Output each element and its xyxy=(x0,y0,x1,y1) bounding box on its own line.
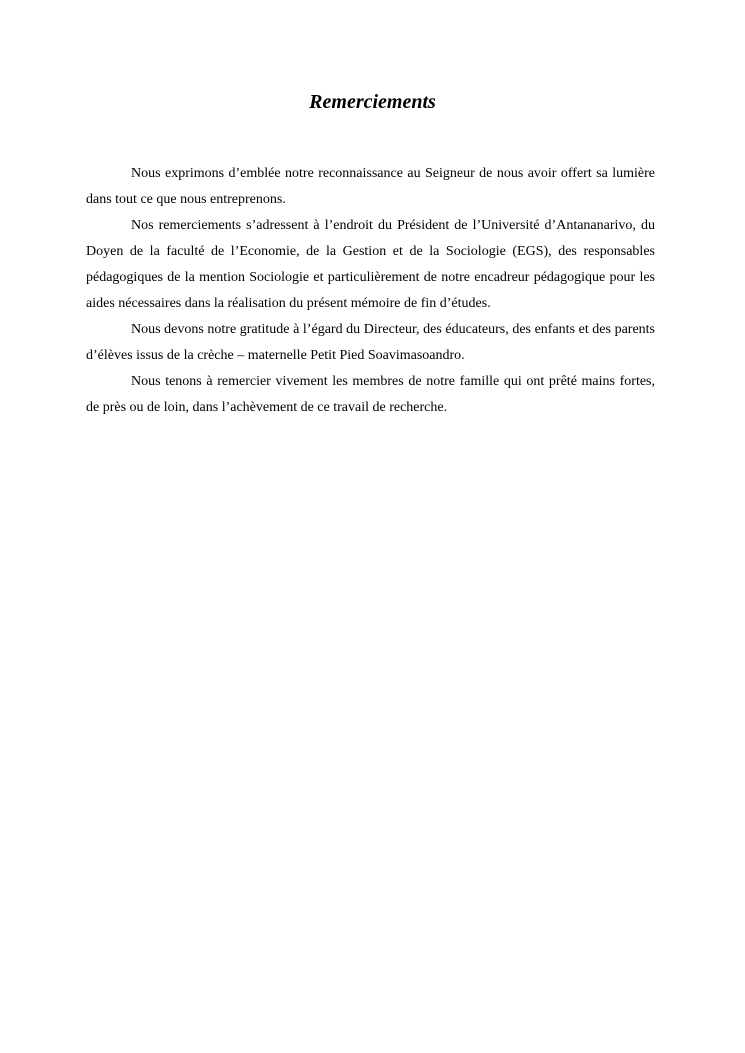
paragraph-seigneur: Nous exprimons d’emblée notre reconnaissance au Seigneur de nous avoir offert sa lumière dans tout ce que nous entreprenons. xyxy=(86,166,655,207)
paragraph-creche: Nous devons notre gratitude à l’égard du Directeur, des éducateurs, des enfants et des parents d’élèves issus de la crèche – maternelle Petit Pied Soavimasoandro. xyxy=(86,322,655,363)
paragraph-famille: Nous tenons à remercier vivement les membres de notre famille qui ont prêté mains fortes, de près ou de loin, dans l’achèvement de ce travail de recherche. xyxy=(86,374,655,415)
paragraph-universite: Nos remerciements s’adressent à l’endroit du Président de l’Université d’Antananarivo, du Doyen de la faculté de l’Economie, de la Gestion et de la Sociologie (EGS), des responsables pédagogiques de la mention Sociologie et particulièrement de notre encadreur pédagogique pour les aides nécessaires dans la réalisation du présent mémoire de fin d’études. xyxy=(86,218,655,311)
acknowledgements-body xyxy=(86,161,655,421)
page-title: Remerciements xyxy=(309,91,436,113)
